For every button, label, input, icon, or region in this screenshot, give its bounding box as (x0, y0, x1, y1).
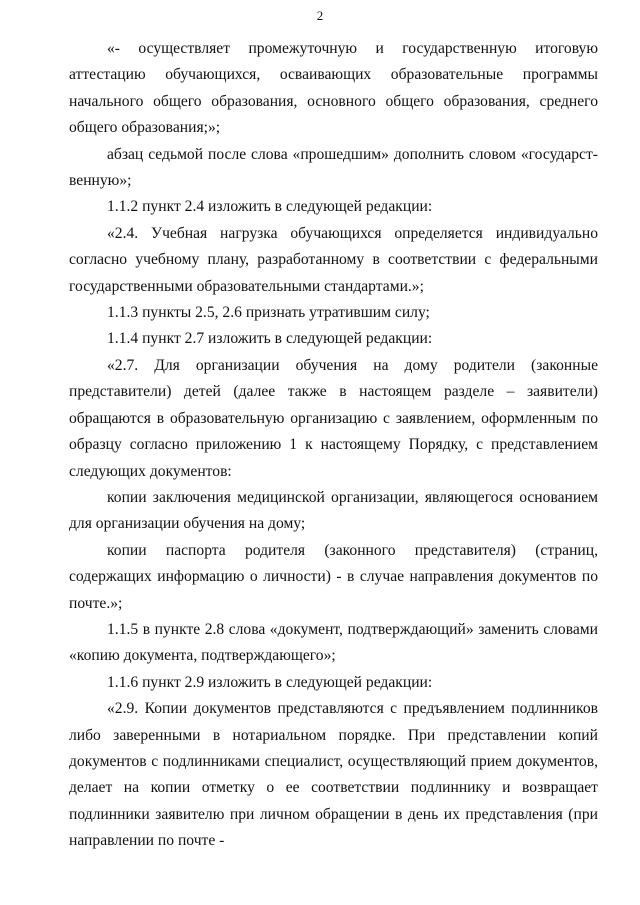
paragraph: абзац седьмой после слова «прошедшим» дополнить словом «государственную»; (69, 145, 598, 190)
paragraph: копии заключения медицинской организации, являющегося основанием для организации обучения на дому; (69, 488, 598, 533)
page-number: 2 (316, 8, 324, 23)
paragraph: «- осуществляет промежуточную и государственную итоговую аттестацию обучающихся, осваивающих образовательные программы начального общего образования, основного общего образования, среднего общего образования;»; (69, 40, 598, 137)
paragraph: «2.9. Копии документов представляются с предъявлением подлинников либо заверенными в нотариальном порядке. При представлении копий документов с подлинниками специалист, осуществляющий прием документов, делает на копии отметку о ее соответствии подлиннику и возвращает подлинники заявителю при личном обращении в день их представления (при направлении по почте - (69, 700, 598, 850)
document-body (69, 36, 598, 855)
paragraph: 1.1.6 пункт 2.9 изложить в следующей редакции: (107, 673, 433, 691)
paragraph: «2.7. Для организации обучения на дому родители (законные представители) детей (далее также в настоящем разделе – заявители) обращаются в образовательную организацию с заявлением, оформленным по образцу согласно приложению 1 к настоящему Порядку, с представлением следующих документов: (69, 356, 598, 480)
paragraph: 1.1.3 пункты 2.5, 2.6 признать утратившим силу; (107, 304, 430, 322)
paragraph: копии паспорта родителя (законного представителя) (страниц, содержащих информацию о личности) - в случае направления документов по почте.»; (69, 541, 598, 612)
paragraph: «2.4. Учебная нагрузка обучающихся определяется индивидуально согласно учебному плану, разработанному в соответствии с федеральными государственными образовательными стандартами.»; (69, 224, 598, 295)
paragraph: 1.1.5 в пункте 2.8 слова «документ, подтверждающий» заменить словами «копию документа, подтверждающего»; (69, 620, 598, 665)
paragraph: 1.1.2 пункт 2.4 изложить в следующей редакции: (107, 198, 433, 216)
paragraph: 1.1.4 пункт 2.7 изложить в следующей редакции: (107, 330, 433, 348)
